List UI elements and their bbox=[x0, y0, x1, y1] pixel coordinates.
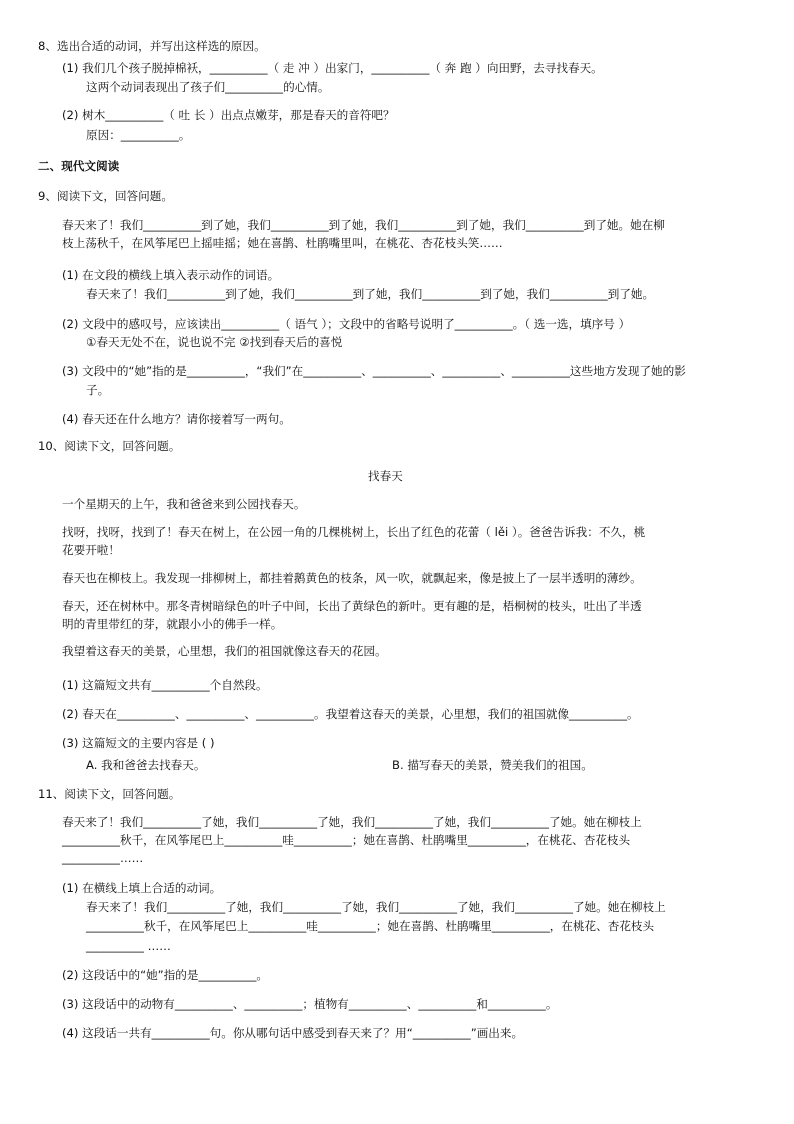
q8-sub2-line1: (2) 树木__________（ 吐 长 ）出点点嫩芽，那是春天的音符吧？ bbox=[62, 108, 395, 122]
q11-sub1-line3: __________秋千，在风筝尾巴上__________哇__________；她在喜鹊、杜鹃嘴里__________，在桃花、杏花枝头 bbox=[86, 919, 655, 933]
q10-paragraph-3: 春天也在柳枝上。我发现一排柳树上，都挂着鹅黄色的枝条，风一吹，就飘起来，像是披上了一层半透明的薄纱。 bbox=[62, 571, 642, 585]
q11-sub1-line1: (1) 在横线上填上合适的动词。 bbox=[62, 881, 222, 895]
q8-sub2-line2: 原因：__________。 bbox=[86, 128, 191, 142]
q10-paragraph-4-line1: 春天，还在树林中。那冬青树暗绿色的叶子中间，长出了黄绿色的新叶。更有趣的是，梧桐树的枝头，吐出了半透 bbox=[62, 599, 642, 613]
q10-sub2: (2) 春天在__________、__________、__________。我望着这春天的美景，心里想，我们的祖国就像__________。 bbox=[62, 707, 639, 721]
q11-sub1-line4: __________ …… bbox=[86, 939, 171, 953]
q8-sub1-line1: (1) 我们几个孩子脱掉棉袄，__________（ 走 冲 ）出家门，__________（ 奔 跑 ）向田野，去寻找春天。 bbox=[62, 61, 603, 75]
q10-passage-title: 找春天 bbox=[368, 469, 403, 483]
q9-sub3-line1: (3) 文段中的“她”指的是__________，“我们”在__________、__________、__________、__________这些地方发现了她的影 bbox=[62, 364, 686, 378]
q9-passage-line2: 枝上荡秋千，在风筝尾巴上摇哇摇；她在喜鹊、杜鹃嘴里叫，在桃花、杏花枝头笑…… bbox=[62, 236, 503, 250]
q9-sub2-line1: (2) 文段中的感叹号，应该读出__________（ 语气 ）；文段中的省略号说明了__________。（ 选一选，填序号 ） bbox=[62, 317, 631, 331]
q11-title: 11、阅读下文，回答问题。 bbox=[38, 787, 181, 801]
section-heading: 二、现代文阅读 bbox=[38, 159, 120, 173]
q9-passage-line1: 春天来了！我们__________到了她，我们__________到了她，我们__________到了她，我们__________到了她。她在柳 bbox=[62, 218, 665, 232]
q10-option-b: B. 描写春天的美景，赞美我们的祖国。 bbox=[392, 758, 593, 772]
q10-paragraph-4-line2: 明的青里带红的芽，就跟小小的佛手一样。 bbox=[62, 617, 283, 631]
q10-sub3: (3) 这篇短文的主要内容是 ( ) bbox=[62, 736, 215, 750]
q9-sub1-line2: 春天来了！我们__________到了她，我们__________到了她，我们__________到了她，我们__________到了她。 bbox=[86, 287, 655, 301]
q10-paragraph-5: 我望着这春天的美景，心里想，我们的祖国就像这春天的花园。 bbox=[62, 644, 387, 658]
q11-passage-line1: 春天来了！我们__________了她，我们__________了她，我们__________了她，我们__________了她。她在柳枝上 bbox=[62, 815, 642, 829]
q10-title: 10、阅读下文，回答问题。 bbox=[38, 439, 181, 453]
q11-sub3: (3) 这段话中的动物有__________、__________；植物有__________、__________和__________。 bbox=[62, 997, 558, 1011]
q10-paragraph-1: 一个星期天的上午，我和爸爸来到公园找春天。 bbox=[62, 497, 306, 511]
q8-title: 8、选出合适的动词，并写出这样选的原因。 bbox=[38, 39, 266, 53]
q10-option-a: A. 我和爸爸去找春天。 bbox=[86, 758, 206, 772]
q11-passage-line3: __________…… bbox=[62, 851, 144, 865]
q11-sub4: (4) 这段话一共有__________句。你从哪句话中感受到春天来了？用“__________”画出来。 bbox=[62, 1026, 524, 1040]
q9-sub3-line2: 子。 bbox=[86, 383, 110, 397]
q8-sub1-line2: 这两个动词表现出了孩子们__________的心情。 bbox=[86, 80, 330, 94]
q9-sub1-line1: (1) 在文段的横线上填入表示动作的词语。 bbox=[62, 268, 280, 282]
q11-passage-line2: __________秋千，在风筝尾巴上__________哇__________；她在喜鹊、杜鹃嘴里__________，在桃花、杏花枝头 bbox=[62, 833, 631, 847]
q10-sub1: (1) 这篇短文共有__________个自然段。 bbox=[62, 678, 268, 692]
q10-paragraph-2-line2: 花要开啦！ bbox=[62, 543, 120, 557]
q10-paragraph-2-line1: 找呀，找呀，找到了！春天在树上，在公园一角的几棵桃树上，长出了红色的花蕾（ lěi ）。爸爸告诉我：不久，桃 bbox=[62, 525, 646, 539]
q9-sub2-line2: ①春天无处不在，说也说不完 ②找到春天后的喜悦 bbox=[86, 335, 343, 349]
q9-title: 9、阅读下文，回答问题。 bbox=[38, 189, 173, 203]
q11-sub2: (2) 这段话中的“她”指的是__________。 bbox=[62, 968, 269, 982]
q9-sub4-line1: (4) 春天还在什么地方？请你接着写一两句。 bbox=[62, 412, 291, 426]
q11-sub1-line2: 春天来了！我们__________了她，我们__________了她，我们__________了她，我们__________了她。她在柳枝上 bbox=[86, 900, 666, 914]
